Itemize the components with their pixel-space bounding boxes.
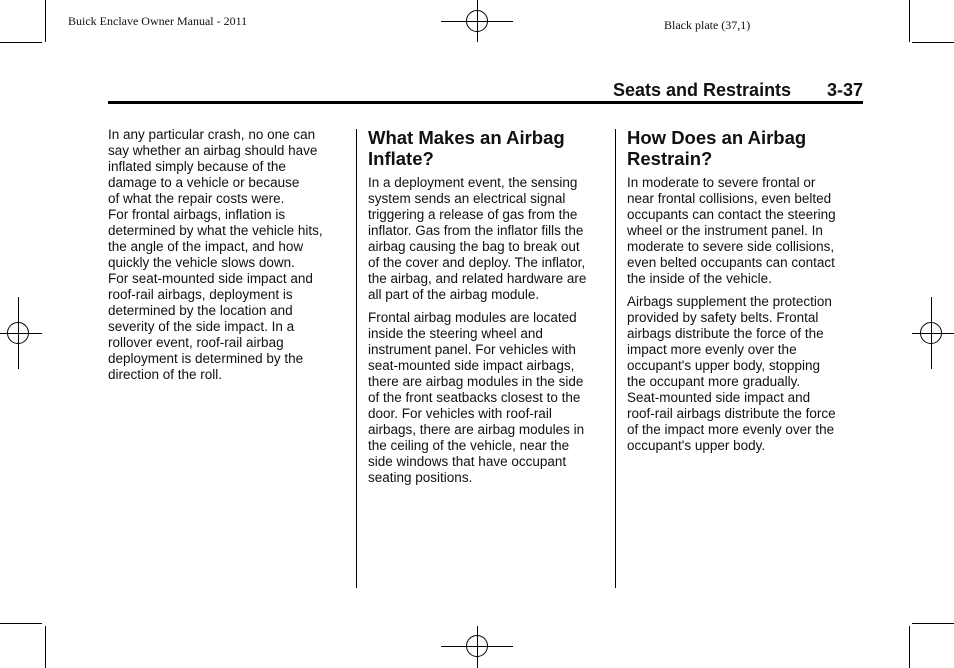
crop-mark — [45, 0, 46, 42]
crop-mark — [912, 623, 954, 624]
section-title: Seats and Restraints — [613, 80, 792, 100]
column-2 — [368, 127, 608, 486]
registration-circle — [466, 635, 488, 657]
section-heading: How Does an Airbag Restrain? — [627, 127, 807, 169]
body-paragraph: Airbags supplement the protection provided by safety belts. Frontal airbags distribute the force of the impact more evenly over the occupant's upper body, stopping the occupant more gradually. Seat-mounted side impact and roof-rail airbags distribute the force of the impact more evenly over the occupant's upper body. — [627, 294, 836, 453]
crop-mark — [0, 623, 42, 624]
column-3 — [627, 127, 862, 454]
page-number: 3-37 — [827, 80, 864, 100]
crop-mark — [909, 0, 910, 42]
body-paragraph: In a deployment event, the sensing system sends an electrical signal triggering a release of gas from the inflator. Gas from the inflator fills the airbag causing the bag to break out of the cover and deploy. The inflator, the airbag, and related hardware are all part of the airbag module. — [368, 175, 587, 302]
column-divider — [615, 129, 616, 588]
body-paragraph: Frontal airbag modules are located inside the steering wheel and instrument panel. For vehicles with seat-mounted side impact airbags, there are airbag modules in the side of the front seatbacks closest to the door. For vehicles with roof-rail airbags, there are airbag modules in the ceiling of the vehicle, near the side windows that have occupant seating positions. — [368, 310, 585, 485]
registration-circle — [7, 322, 29, 344]
body-paragraph: In any particular crash, no one can say whether an airbag should have inflated simply because of the damage to a vehicle or because of what the repair costs were. For frontal airbags, inflation is determined by what the vehicle hits, the angle of the impact, and how quickly the vehicle slows down. For seat-mounted side impact and roof-rail airbags, deployment is determined by the location and severity of the side impact. In a rollover event, roof-rail airbag deployment is determined by the direction of the roll. — [108, 127, 323, 382]
registration-circle — [920, 322, 942, 344]
registration-circle — [466, 10, 488, 32]
crop-mark — [0, 42, 42, 43]
column-1 — [108, 127, 348, 383]
column-divider — [356, 129, 357, 588]
crop-mark — [909, 626, 910, 668]
plate-label: Black plate (37,1) — [664, 18, 751, 32]
crop-mark — [45, 626, 46, 668]
crop-mark — [912, 42, 954, 43]
body-paragraph: In moderate to severe frontal or near frontal collisions, even belted occupants can contact the steering wheel or the instrument panel. In moderate to severe side collisions, even belted occupants can contact the inside of the vehicle. — [627, 175, 836, 286]
header-rule — [108, 101, 863, 104]
section-heading: What Makes an Airbag Inflate? — [368, 127, 565, 169]
document-title: Buick Enclave Owner Manual - 2011 — [68, 14, 248, 28]
